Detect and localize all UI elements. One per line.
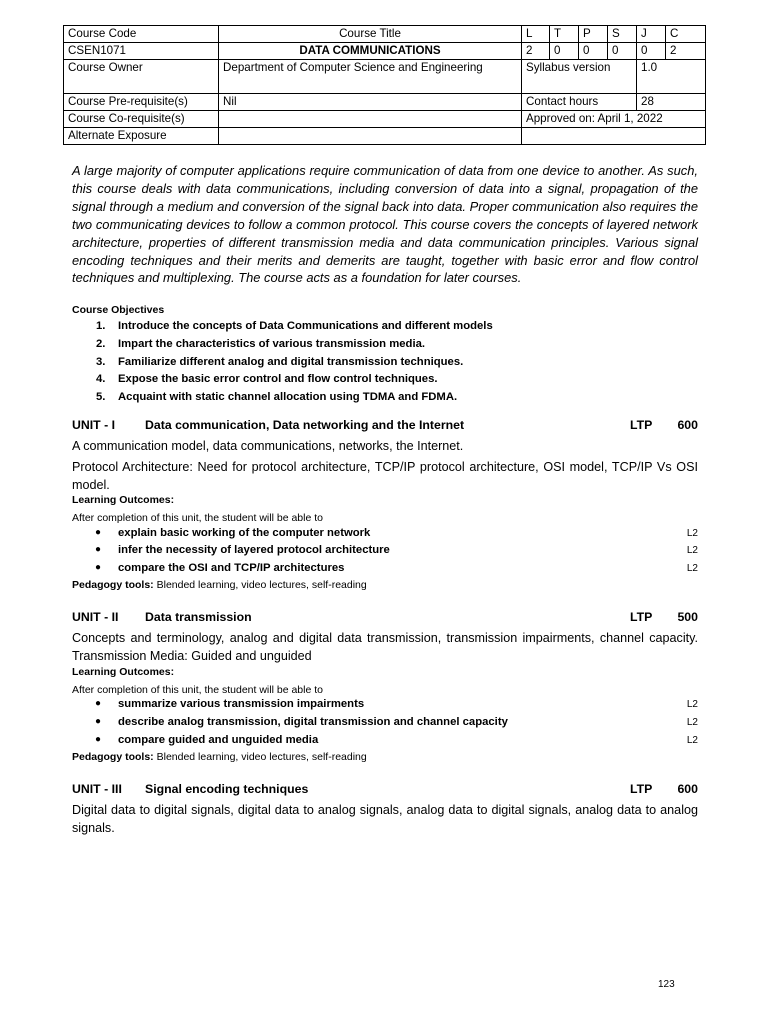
objective-text: Expose the basic error control and flow control techniques. <box>118 373 438 386</box>
objective-number: 1. <box>96 320 106 332</box>
table-row <box>64 94 706 111</box>
table-row <box>64 43 706 60</box>
objective-number: 2. <box>96 337 106 350</box>
bullet-icon: ● <box>95 544 102 555</box>
unit-1-protocol-topics: Protocol Architecture: Need for protocol architecture, TCP/IP protocol architecture, OSI model, TCP/IP Vs OSI model. <box>72 460 698 493</box>
list-item <box>95 562 698 578</box>
course-code-header: Course Code <box>64 26 219 43</box>
bullet-icon: ● <box>95 734 102 745</box>
list-item <box>95 527 698 543</box>
bullet-icon: ● <box>95 698 102 709</box>
j-header: J <box>637 26 666 43</box>
s-value: 0 <box>608 43 637 60</box>
list-item <box>95 698 698 714</box>
list-item <box>96 318 696 336</box>
unit-2-topics: Concepts and terminology, analog and digital data transmission, transmission impairments, channel capacity. Transmission Media: Guided and unguided <box>72 631 698 664</box>
ltp-value: 500 <box>677 610 698 624</box>
objective-number: 5. <box>96 391 106 404</box>
outcome-level: L2 <box>686 717 698 728</box>
objective-number: 3. <box>96 355 106 368</box>
list-item <box>96 371 696 389</box>
t-value: 0 <box>550 43 579 60</box>
table-row <box>64 111 706 128</box>
objective-text: Impart the characteristics of various transmission media. <box>118 337 426 350</box>
p-header: P <box>579 26 608 43</box>
table-row <box>64 128 706 145</box>
table-row <box>64 26 706 43</box>
course-owner-label: Course Owner <box>64 60 219 94</box>
list-item <box>95 544 698 560</box>
alternate-exposure-value <box>219 128 522 145</box>
unit-3-heading <box>72 782 698 799</box>
pedagogy-value: Blended learning, video lectures, self-reading <box>156 751 367 763</box>
outcome-level: L2 <box>686 735 698 746</box>
learning-outcomes-label: Learning Outcomes: <box>72 666 175 678</box>
outcome-level: L2 <box>686 563 698 574</box>
table-row <box>64 60 706 94</box>
ltp-label: LTP <box>630 782 653 796</box>
c-header: C <box>666 26 706 43</box>
list-item <box>96 389 696 407</box>
learning-outcomes-intro: After completion of this unit, the student will be able to <box>72 684 323 696</box>
outcome-text: infer the necessity of layered protocol architecture <box>118 544 390 556</box>
unit-1-heading <box>72 418 698 435</box>
objectives-heading: Course Objectives <box>72 304 165 316</box>
corequisite-label: Course Co-requisite(s) <box>64 111 219 128</box>
outcome-level: L2 <box>686 699 698 710</box>
course-title-header: Course Title <box>219 26 522 43</box>
outcome-text: describe analog transmission, digital transmission and channel capacity <box>118 716 508 728</box>
s-header: S <box>608 26 637 43</box>
course-description: A large majority of computer applications require communication of data from one device to another. As such, this course deals with data communications, including conversion of data into a signal, propagation of the signal through a medium and conversion of the signal back into data. Proper communication also requires the two communicating devices to follow a common protocol. This course covers the concepts of layered network architecture, properties of different transmission media and data communication principles. Various signal encoding techniques and their merits and demerits are taught, together with basic error and flow control techniques and multiplexing. The course acts as a foundation for later courses. <box>72 163 698 286</box>
pedagogy-label: Pedagogy tools: <box>72 751 154 763</box>
ltp-label: LTP <box>630 610 653 624</box>
outcome-text: compare the OSI and TCP/IP architectures <box>118 562 345 574</box>
syllabus-version-value: 1.0 <box>637 60 706 94</box>
outcome-text: compare guided and unguided media <box>118 734 319 746</box>
syllabus-version-label: Syllabus version <box>522 60 637 94</box>
corequisite-value <box>219 111 522 128</box>
c-value: 2 <box>666 43 706 60</box>
unit-code: UNIT - I <box>72 418 116 432</box>
j-value: 0 <box>637 43 666 60</box>
alternate-exposure-extra <box>522 128 706 145</box>
outcome-level: L2 <box>686 545 698 556</box>
t-header: T <box>550 26 579 43</box>
approved-on: Approved on: April 1, 2022 <box>522 111 706 128</box>
l-value: 2 <box>522 43 550 60</box>
unit-2-heading <box>72 610 698 627</box>
unit-title: Data communication, Data networking and the Internet <box>145 418 465 432</box>
unit-1-topics: A communication model, data communications, networks, the Internet. <box>72 439 464 453</box>
l-header: L <box>522 26 550 43</box>
objective-number: 4. <box>96 373 106 386</box>
page-number: 123 <box>658 979 675 990</box>
pedagogy-value: Blended learning, video lectures, self-reading <box>156 579 367 591</box>
course-info-table <box>63 25 706 145</box>
course-title-value: DATA COMMUNICATIONS <box>219 43 522 60</box>
list-item <box>96 336 696 354</box>
objective-text: Introduce the concepts of Data Communications and different models <box>118 320 493 332</box>
alternate-exposure-label: Alternate Exposure <box>64 128 219 145</box>
ltp-label: LTP <box>630 418 653 432</box>
bullet-icon: ● <box>95 716 102 727</box>
learning-outcomes-intro: After completion of this unit, the student will be able to <box>72 512 323 524</box>
unit-code: UNIT - II <box>72 610 119 624</box>
unit-code: UNIT - III <box>72 782 122 796</box>
pedagogy-tools <box>72 579 367 591</box>
objective-text: Familiarize different analog and digital transmission techniques. <box>118 355 464 368</box>
prerequisite-value: Nil <box>219 94 522 111</box>
unit-title: Signal encoding techniques <box>145 782 309 796</box>
list-item <box>96 354 696 372</box>
p-value: 0 <box>579 43 608 60</box>
contact-hours-value: 28 <box>637 94 706 111</box>
pedagogy-tools <box>72 751 367 763</box>
pedagogy-label: Pedagogy tools: <box>72 579 154 591</box>
outcome-level: L2 <box>686 528 698 539</box>
ltp-value: 600 <box>677 782 698 796</box>
bullet-icon: ● <box>95 562 102 573</box>
list-item <box>95 716 698 732</box>
prerequisite-label: Course Pre-requisite(s) <box>64 94 219 111</box>
ltp-value: 600 <box>677 418 698 432</box>
list-item <box>95 734 698 750</box>
course-code-value: CSEN1071 <box>64 43 219 60</box>
unit-title: Data transmission <box>145 610 252 624</box>
objectives-list <box>96 318 696 407</box>
bullet-icon: ● <box>95 527 102 538</box>
outcome-text: summarize various transmission impairments <box>118 698 365 710</box>
objective-text: Acquaint with static channel allocation using TDMA and FDMA. <box>118 391 458 404</box>
contact-hours-label: Contact hours <box>522 94 637 111</box>
course-owner-value: Department of Computer Science and Engineering <box>219 60 522 94</box>
outcome-text: explain basic working of the computer network <box>118 527 371 539</box>
unit-3-topics: Digital data to digital signals, digital data to analog signals, analog data to digital signals, analog data to analog signals. <box>72 803 698 836</box>
learning-outcomes-label: Learning Outcomes: <box>72 494 175 506</box>
